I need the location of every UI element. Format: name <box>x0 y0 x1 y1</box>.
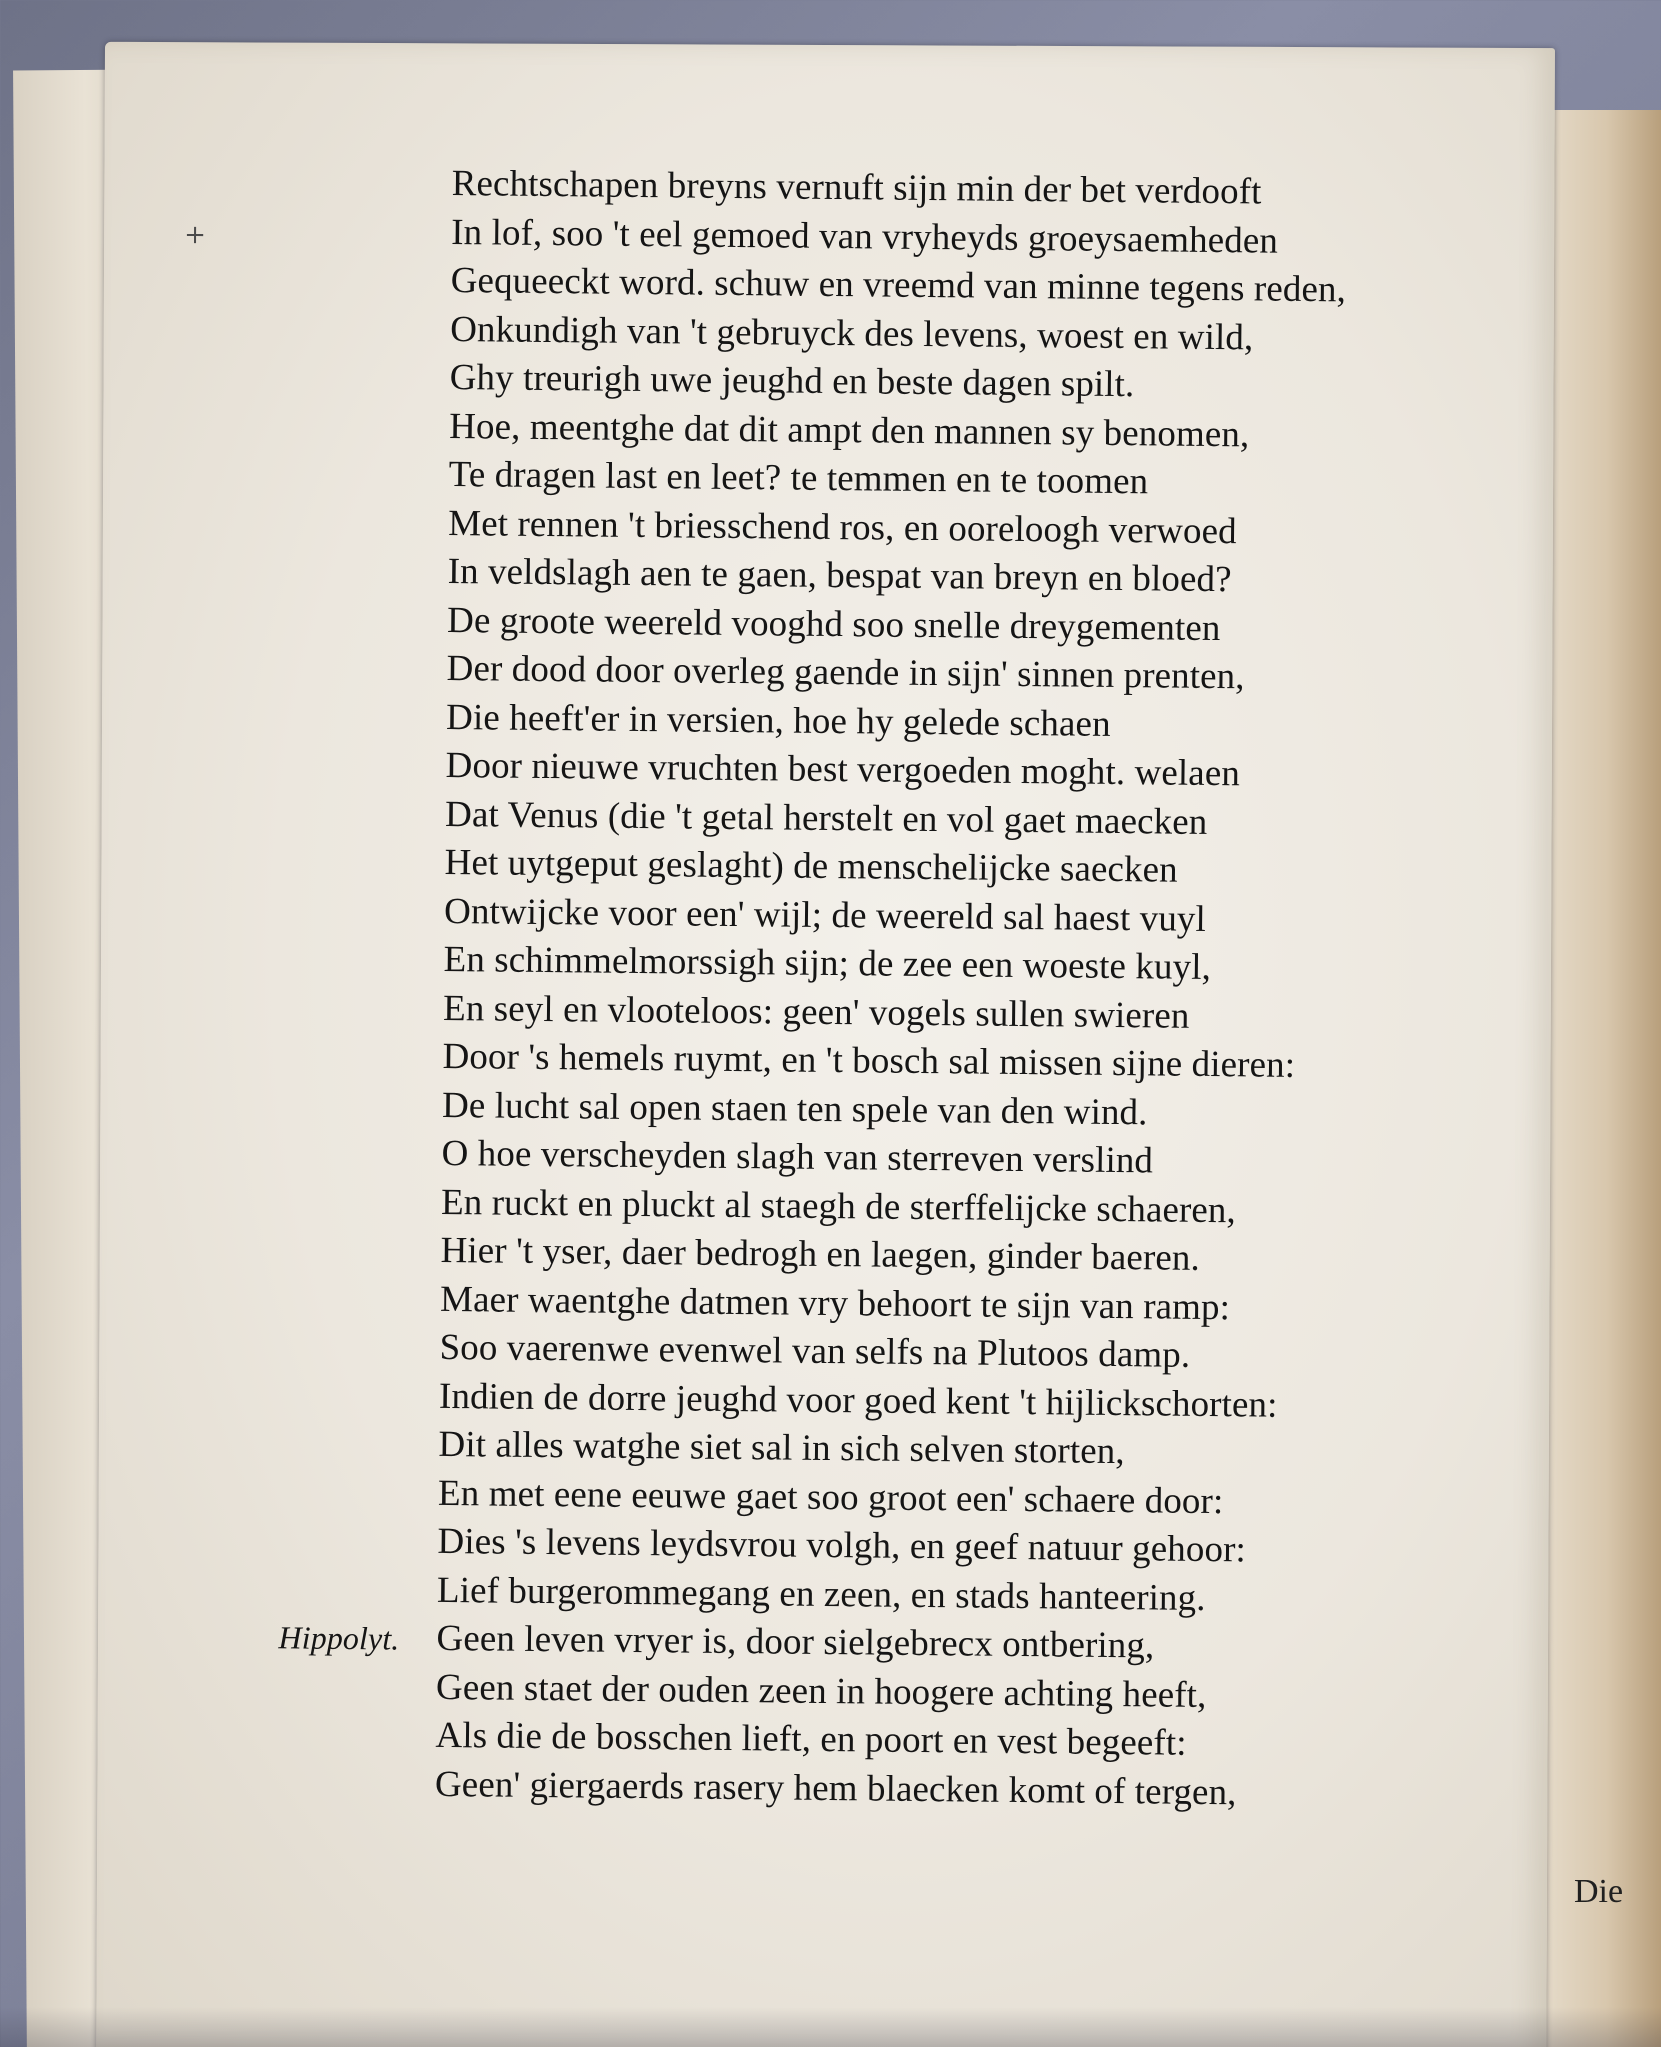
speaker-label: Hippolyt. <box>278 1619 400 1657</box>
poem-line: O hoe verscheyden slagh van sterreven verslind <box>441 1132 1154 1182</box>
poem-line: Der dood door overleg gaende in sijn' sinnen prenten, <box>446 647 1245 698</box>
book-cover-edge <box>1540 110 1661 2047</box>
poem-line: De lucht sal open staen ten spele van den wind. <box>441 1084 1148 1133</box>
poem-line: Lief burgerommegang en zeen, en stads hanteering. <box>436 1569 1206 1619</box>
poem-line: Hier 't yser, daer bedrogh en laegen, ginder baeren. <box>440 1229 1201 1279</box>
poem-line: In veldslagh aen te gaen, bespat van breyn en bloed? <box>447 550 1232 601</box>
poem-line: In lof, soo 't eel gemoed van vryheyds groeysaemheden <box>451 211 1279 262</box>
poem-line: Dies 's levens leydsvrou volgh, en geef natuur gehoor: <box>437 1520 1247 1571</box>
poem-line: Maer waentghe datmen vry behoort te sijn van ramp: <box>439 1278 1231 1328</box>
poem-line: Het uytgeput geslaght) de menschelijcke saecken <box>444 841 1178 891</box>
poem-line-text: Geen leven vryer is, door sielgebrecx ontbering, <box>436 1617 1155 1667</box>
poem-line: Door nieuwe vruchten best vergoeden moght. welaen <box>445 744 1241 795</box>
catchword: Die <box>1574 1873 1624 1910</box>
poem-line: Geen' giergaerds rasery hem blaecken komt of tergen, <box>434 1763 1237 1813</box>
poem-line: Dit alles watghe siet sal in sich selven storten, <box>438 1423 1125 1473</box>
poem-line: Te dragen last en leet? te temmen en te toomen <box>448 453 1149 503</box>
poem-line: Indien de dorre jeughd voor goed kent 't hijlickschorten: <box>438 1375 1278 1426</box>
poem-line: Die heeft'er in versien, hoe hy gelede schaen <box>445 696 1111 745</box>
poem-text <box>278 160 1532 1820</box>
poem-line: En ruckt en pluckt al staegh de sterffelijcke schaeren, <box>440 1181 1237 1231</box>
poem-line: Rechtschapen breyns vernuft sijn min der bet verdooft <box>451 162 1262 213</box>
poem-line: Als die de bosschen lieft, en poort en vest begeeft: <box>435 1714 1187 1764</box>
poem-line: Ontwijcke voor een' wijl; de weereld sal haest vuyl <box>443 890 1207 940</box>
poem-line: Geen staet der ouden zeen in hoogere achting heeft, <box>435 1666 1207 1716</box>
poem-line: Hoe, meentghe dat dit ampt den mannen sy benomen, <box>448 405 1250 455</box>
poem-line: Gequeeckt word. schuw en vreemd van minne tegens reden, <box>450 259 1347 311</box>
poem-line: Ghy treurigh uwe jeughd en beste dagen spilt. <box>449 356 1135 406</box>
poem-line: De groote weereld vooghd soo snelle dreygementen <box>446 599 1221 649</box>
poem-line: Door 's hemels ruymt, en 't bosch sal missen sijne dieren: <box>442 1035 1296 1086</box>
poem-line: En schimmelmorssigh sijn; de zee een woeste kuyl, <box>443 938 1212 988</box>
margin-mark: + <box>184 220 207 251</box>
poem-line: Onkundigh van 't gebruyck des levens, woest en wild, <box>450 308 1254 358</box>
poem-line: Dat Venus (die 't getal herstelt en vol gaet maecken <box>444 793 1208 843</box>
poem-line: Met rennen 't briesschend ros, en oorelоogh verwoed <box>447 502 1237 552</box>
poem-line: Soo vaerenwe evenwel van selfs na Plutoos damp. <box>439 1326 1191 1376</box>
poem-line: En met eene eeuwe gaet soo groot een' schaere door: <box>437 1472 1224 1522</box>
bottom-shadow <box>0 2007 1661 2047</box>
poem-line: En seyl en vlooteloos: geen' vogels sullen swieren <box>442 987 1190 1037</box>
